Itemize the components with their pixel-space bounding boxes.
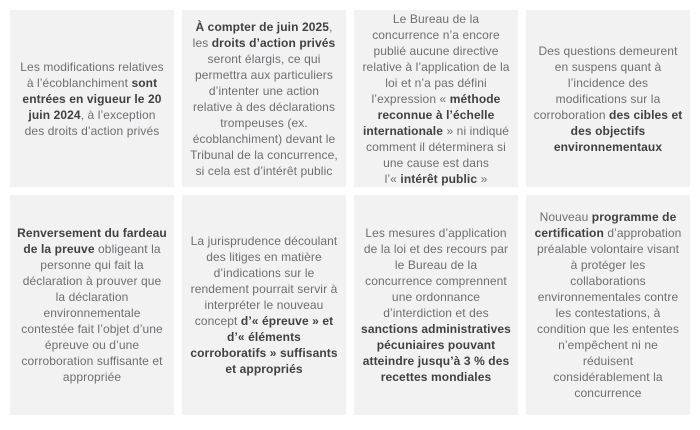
card-text-bold-segment: d’« épreuve » et d’« éléments corroboratifs » suffisants et appropriés — [190, 314, 338, 376]
card-renversement-fardeau-preuve — [10, 195, 174, 415]
card-droits-action-prives — [182, 10, 346, 187]
card-programme-certification — [526, 195, 690, 415]
card-jurisprudence — [182, 195, 346, 415]
card-text-segment: » ni indiqué comment il déterminera si une cause est dans l’« — [366, 123, 510, 186]
card-text-bold-segment: des cibles et des objectifs environnementaux — [553, 107, 683, 154]
card-text-segment: Le Bureau de la concurrence n’a encore publié aucune directive relative à l’application de la loi et n’a pas défini l’expression « — [362, 11, 510, 106]
card-text-bold-segment: intérêt public — [400, 171, 478, 186]
cards-grid — [10, 10, 690, 415]
card-text — [17, 225, 167, 385]
card-text-bold-segment: méthode reconnue à l’échelle internationale — [362, 91, 501, 138]
card-text-segment: La jurisprudence découlant des litiges en matière d’indications sur le rendement pourrait servir à interpréter le nouveau concept — [190, 234, 338, 328]
card-questions-en-suspens — [526, 10, 690, 187]
card-text-segment: d’approbation préalable volontaire visant à protéger les collaborations environnementales contre les contestations, à condition que les ententes n’empêchent ni ne réduisent considérablement la concurrence — [536, 226, 682, 400]
card-text-bold-segment: sanctions administratives pécuniaires pouvant atteindre jusqu’à 3 % des recettes mondiales — [361, 322, 511, 384]
card-text — [361, 225, 511, 385]
card-entree-en-vigueur — [10, 10, 174, 187]
card-mesures-application — [354, 195, 518, 415]
card-text-segment: Les mesures d’application de la loi et des recours par le Bureau de la concurrence comprennent une ordonnance d’interdiction et des — [363, 226, 509, 320]
card-text-bold-segment: sont entrées en vigueur le 20 juin 2024 — [22, 75, 162, 122]
card-text-bold-segment: droits d’action privés — [211, 35, 336, 50]
card-text-segment: Nouveau — [539, 210, 592, 224]
card-text-bold-segment: programme de certification — [534, 210, 677, 240]
card-text — [189, 233, 339, 377]
card-text-segment: seront élargis, ce qui permettra aux particuliers d’intenter une action relative à des déclarations trompeuses (ex. écoblanchiment) devant le Tribunal de la concurrence, si cela est d’intérêt public — [190, 51, 338, 178]
card-bureau-concurrence-directive — [354, 10, 518, 187]
card-text-segment: » — [477, 171, 488, 186]
card-text-segment: Des questions demeurent en suspens quant à l’incidence des modifications sur la corroboration — [533, 43, 678, 122]
card-text — [361, 11, 511, 187]
card-text-bold-segment: Renversement du fardeau de la preuve — [17, 226, 167, 256]
card-text — [533, 43, 683, 155]
card-text-segment: , les — [192, 19, 333, 50]
card-text-segment: obligeant la personne qui fait la déclaration à prouver que la déclaration environnementale contestée fait l’objet d’une épreuve ou d’une corroboration suffisante et appropriée — [21, 242, 163, 384]
card-text-segment: , à l’exception des droits d’action privés — [24, 107, 160, 138]
card-text-segment: Les modifications relatives à l’écoblanchiment — [20, 59, 164, 90]
card-text — [189, 19, 339, 179]
card-text — [533, 209, 683, 401]
card-text — [17, 59, 167, 139]
card-text-bold-segment: À compter de juin 2025 — [195, 19, 330, 34]
